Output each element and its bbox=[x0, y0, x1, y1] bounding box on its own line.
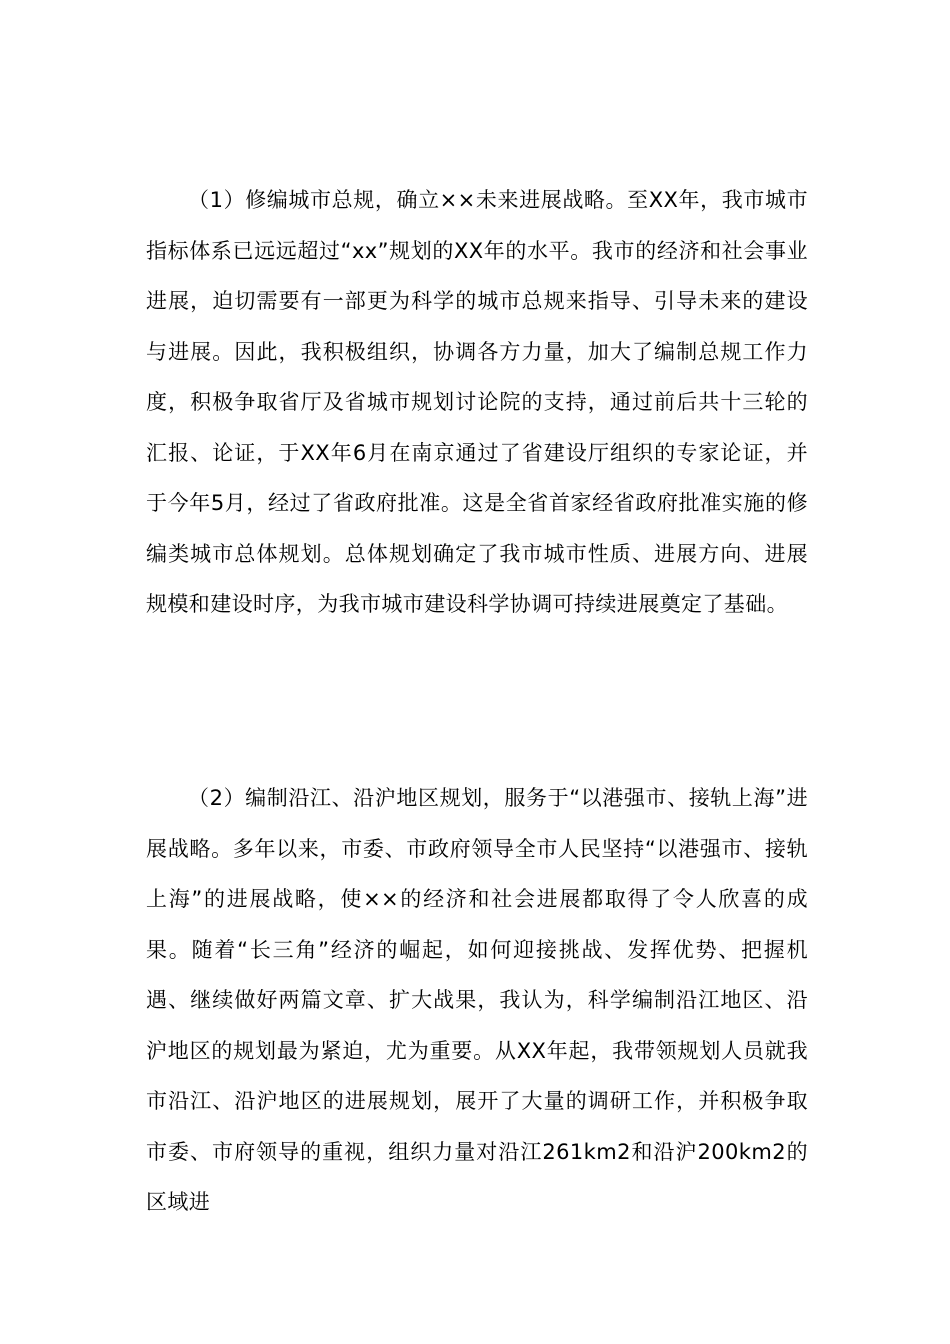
body-paragraph-2: （2）编制沿江、沿沪地区规划，服务于“以港强市、接轨上海”进展战略。多年以来，市委、市政府领导全市人民坚持“以港强市、接轨上海”的进展战略，使××的经济和社会进展都取得了令人欣喜的成果。随着“长三角”经济的崛起，如何迎接挑战、发挥优势、把握机遇、继续做好两篇文章、扩大战果，我认为，科学编制沿江地区、沿沪地区的规划最为紧迫，尤为重要。从XX年起，我带领规划人员就我市沿江、沿沪地区的进展规划，展开了大量的调研工作，并积极争取市委、市府领导的重视，组织力量对沿江261km2和沿沪200km2的区域进 bbox=[146, 786, 808, 1214]
body-paragraph-1: （1）修编城市总规，确立××未来进展战略。至XX年，我市城市指标体系已远远超过“xx”规划的XX年的水平。我市的经济和社会事业进展，迫切需要有一部更为科学的城市总规来指导、引导未来的建设与进展。因此，我积极组织，协调各方力量，加大了编制总规工作力度，积极争取省厅及省城市规划讨论院的支持，通过前后共十三轮的汇报、论证，于XX年6月在南京通过了省建设厅组织的专家论证，并于今年5月，经过了省政府批准。这是全省首家经省政府批准实施的修编类城市总体规划。总体规划确定了我市城市性质、进展方向、进展规模和建设时序，为我市城市建设科学协调可持续进展奠定了基础。 bbox=[146, 188, 808, 616]
